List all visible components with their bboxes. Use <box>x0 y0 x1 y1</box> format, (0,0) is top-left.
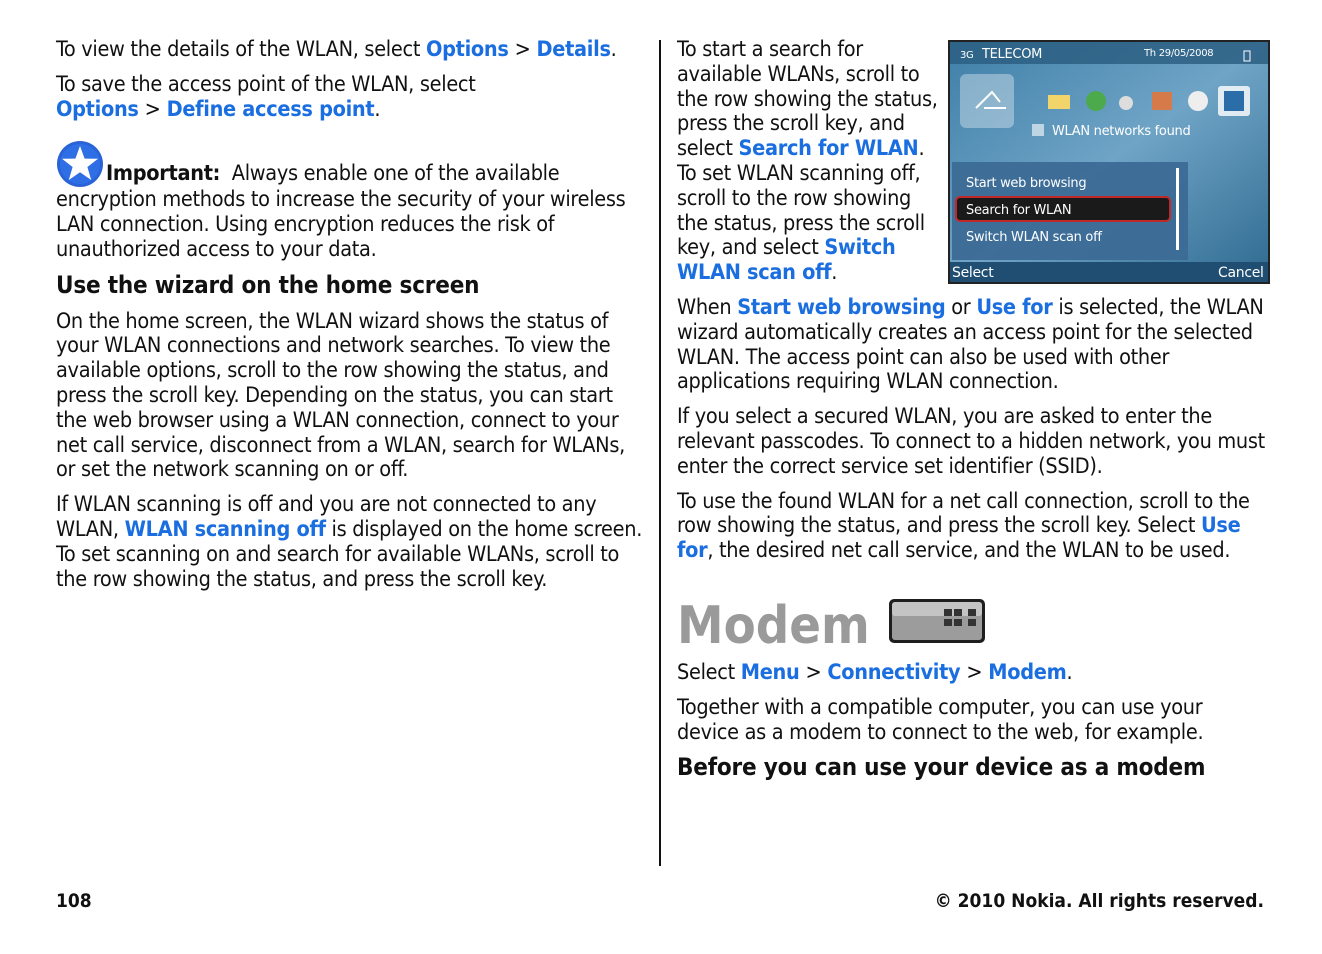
paragraph-modem-intro: Together with a compatible computer, you can use your device as a modem to connect to the web, for example. <box>677 694 1204 745</box>
page-number: 108 <box>56 890 92 912</box>
paragraph-wizard-status: On the home screen, the WLAN wizard shows the status of your WLAN connections and network searches. To view the available options, scroll to the row showing the status, and press the scroll key. Depending on the status, you can start the web browser using a WLAN connection, connect to your net call service, disconnect from a WLAN, search for WLANs, or set the network scanning on or off. <box>56 308 625 483</box>
wlan-status: WLAN networks found <box>1052 124 1191 139</box>
music-icon <box>1119 96 1133 110</box>
paragraph-secured-wlan: If you select a secured WLAN, you are asked to enter the relevant passcodes. To connect to a hidden network, you must enter the correct service set identifier (SSID). <box>677 404 1265 479</box>
paragraph-net-call: To use the found WLAN for a net call connection, scroll to the row showing the status, and press the scroll key. Select Use for, the desired net call service, and the WLAN to be used. <box>677 488 1250 564</box>
modem-icon <box>888 598 986 655</box>
phone-screenshot <box>948 40 1270 284</box>
section-heading-before-modem: Before you can use your device as a modem <box>677 753 1206 782</box>
link-details[interactable]: Details <box>536 37 611 62</box>
link-define-access-point[interactable]: Define access point <box>166 96 375 122</box>
paragraph-view-details: To view the details of the WLAN, select Options > Details. <box>56 37 617 62</box>
menu-item-switch-scan: Switch WLAN scan off <box>966 230 1102 245</box>
menu-item-search-wlan: Search for WLAN <box>966 203 1072 218</box>
mail-icon <box>1048 95 1070 109</box>
link-switch-wlan-scan-off[interactable]: Switch WLAN scan off <box>677 235 896 286</box>
important-star-icon <box>56 140 104 188</box>
paragraph-scanning-off: If WLAN scanning is off and you are not connected to any WLAN, WLAN scanning off is displayed on the home screen. To set scanning on and search for available WLANs, scroll to the row showing the status, and press the scroll key. <box>56 492 643 592</box>
paragraph-save-access-point: To save the access point of the WLAN, select Options > Define access point. <box>56 71 476 122</box>
left-softkey: Select <box>952 265 994 281</box>
network-indicator: 3G <box>960 50 974 61</box>
column-divider <box>659 40 661 866</box>
link-use-for[interactable]: Use for <box>677 513 1241 564</box>
exit-icon <box>1224 91 1244 111</box>
right-column <box>677 38 1267 792</box>
operator-name: TELECOM <box>982 47 1043 62</box>
section-heading-wizard: Use the wizard on the home screen <box>56 270 480 299</box>
clock-icon <box>1188 91 1208 111</box>
gallery-icon <box>1152 92 1172 110</box>
copyright-footer: © 2010 Nokia. All rights reserved. <box>934 890 1264 912</box>
link-options[interactable]: Options <box>56 96 139 122</box>
link-start-web-browsing[interactable]: Start web browsing <box>737 294 946 320</box>
date-text: Th 29/05/2008 <box>1144 48 1214 59</box>
right-softkey: Cancel <box>1218 265 1264 281</box>
link-options[interactable]: Options <box>425 37 509 62</box>
link-modem[interactable]: Modem <box>988 659 1067 685</box>
menu-scrollbar <box>1176 168 1179 250</box>
menu-item-start-web: Start web browsing <box>966 176 1087 191</box>
link-wlan-scanning-off[interactable]: WLAN scanning off <box>124 516 326 542</box>
paragraph-search-wlan: To start a search for available WLANs, scroll to the row showing the status, press the scroll key, and select Search for WLAN. To set WLAN scanning off, scroll to the row showing the status, press the scroll key, and select Switch WLAN scan off. <box>677 37 938 286</box>
paragraph-select-modem: Select Menu > Connectivity > Modem. <box>677 659 1073 685</box>
important-note: Important: Always enable one of the available encryption methods to increase the security of your wireless LAN connection. Using encryption reduces the risk of unauthorized access to your data. <box>56 140 648 262</box>
left-column <box>56 38 648 602</box>
link-connectivity[interactable]: Connectivity <box>827 659 961 685</box>
link-use-for[interactable]: Use for <box>976 294 1053 320</box>
home-icon-tile <box>960 74 1014 128</box>
web-icon <box>1086 91 1106 111</box>
link-search-for-wlan[interactable]: Search for WLAN <box>738 136 919 162</box>
modem-section-title: Modem <box>677 598 1267 655</box>
link-menu[interactable]: Menu <box>740 659 800 685</box>
paragraph-start-browsing: When Start web browsing or Use for is selected, the WLAN wizard automatically creates an access point for the selected WLAN. The access point can also be used with other applications requiring WLAN connection. <box>677 294 1264 395</box>
